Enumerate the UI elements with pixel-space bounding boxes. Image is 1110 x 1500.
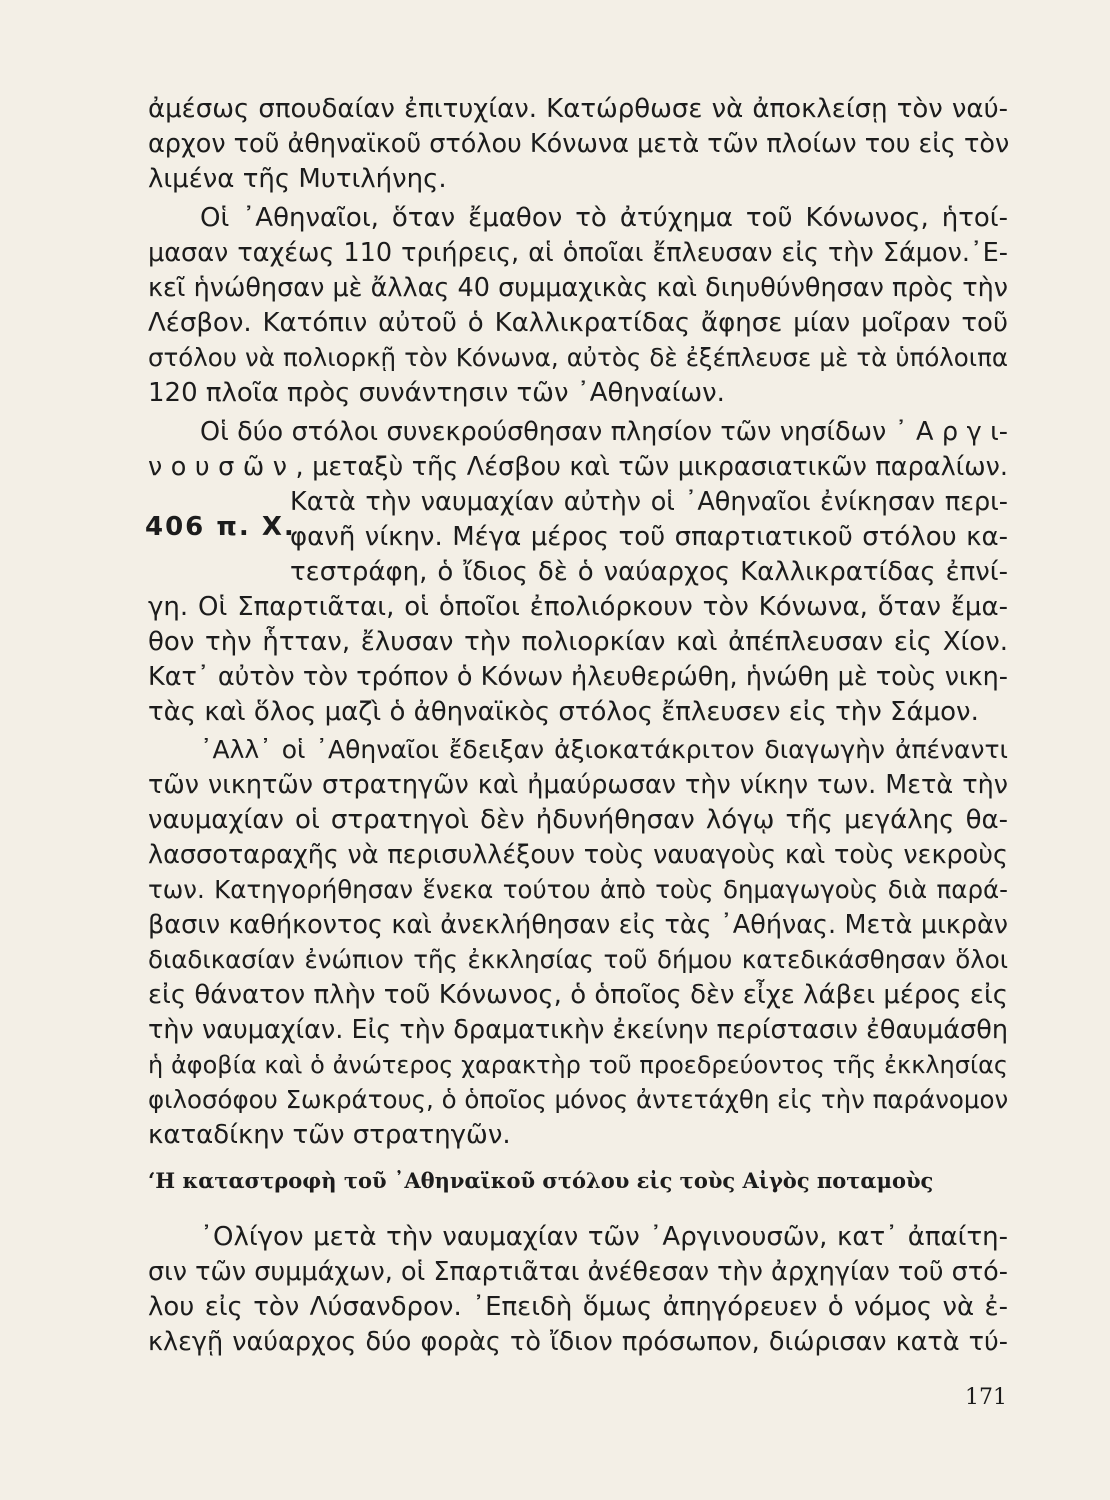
text-line: ᾿Ολίγον μετὰ τὴν ναυμαχίαν τῶν ᾿Αργινουσῶν, κατ᾿ ἀπαίτη- (200, 1222, 1008, 1252)
text-line: ᾿Αλλ᾿ οἱ ᾿Αθηναῖοι ἔδειξαν ἀξιοκατάκριτον διαγωγὴν ἀπέναντι (200, 735, 1008, 764)
text-line: ἀμέσως σπουδαίαν ἐπιτυχίαν. Κατώρθωσε νὰ ἀποκλείσῃ τὸν ναύ- (148, 94, 1008, 124)
text-line: ἡ ἀφοβία καὶ ὁ ἀνώτερος χαρακτὴρ τοῦ προεδρεύοντος τῆς ἐκκλησίας (148, 1051, 1008, 1079)
text-line: Λέσβον. Κατόπιν αὐτοῦ ὁ Καλλικρατίδας ἄφησε μίαν μοῖραν τοῦ (148, 308, 1008, 338)
text-line: μασαν ταχέως 110 τριήρεις, αἱ ὁποῖαι ἔπλευσαν εἰς τὴν Σάμον.᾿Ε- (148, 238, 1008, 268)
text-line: τὴν ναυμαχίαν. Εἰς τὴν δραματικὴν ἐκείνην περίστασιν ἐθαυμάσθη (148, 1015, 1008, 1045)
text-line: καταδίκην τῶν στρατηγῶν. (148, 1120, 511, 1150)
text-line: σιν τῶν συμμάχων, οἱ Σπαρτιᾶται ἀνέθεσαν τὴν ἀρχηγίαν τοῦ στό- (148, 1257, 1008, 1287)
text-line: λιμένα τῆς Μυτιλήνης. (148, 164, 447, 194)
text-line: ν ο υ σ ῶ ν , μεταξὺ τῆς Λέσβου καὶ τῶν μικρασιατικῶν παραλίων. (148, 452, 1008, 482)
text-line: ναυμαχίαν οἱ στρατηγοὶ δὲν ἠδυνήθησαν λόγῳ τῆς μεγάλης θα- (148, 805, 1008, 835)
text-line: θον τὴν ἧτταν, ἔλυσαν τὴν πολιορκίαν καὶ ἀπέπλευσαν εἰς Χίον. (148, 627, 1008, 657)
text-line: των. Κατηγορήθησαν ἕνεκα τούτου ἀπὸ τοὺς δημαγωγοὺς διὰ παρά- (148, 875, 1008, 904)
text-line: Κατ᾿ αὐτὸν τὸν τρόπον ὁ Κόνων ἠλευθερώθη, ἡνώθη μὲ τοὺς νικη- (148, 662, 1008, 692)
text-line: γη. Οἱ Σπαρτιᾶται, οἱ ὁποῖοι ἐπολιόρκουν τὸν Κόνωνα, ὅταν ἔμα- (148, 592, 1008, 622)
text-line: κεῖ ἡνώθησαν μὲ ἄλλας 40 συμμαχικὰς καὶ διηυθύνθησαν πρὸς τὴν (148, 273, 1008, 303)
text-line: τὰς καὶ ὅλος μαζὶ ὁ ἀθηναϊκὸς στόλος ἔπλευσεν εἰς τὴν Σάμον. (148, 697, 979, 727)
text-line: στόλου νὰ πολιορκῇ τὸν Κόνωνα, αὐτὸς δὲ ἐξέπλευσε μὲ τὰ ὑπόλοιπα (148, 343, 1008, 372)
section-heading: ʻΗ καταστροφὴ τοῦ ᾿Αθηναϊκοῦ στόλου εἰς τοὺς Αἰγὸς ποταμοὺς (148, 1168, 934, 1193)
margin-date-note: 406 π. Χ. (145, 512, 296, 542)
text-line: Οἱ ᾿Αθηναῖοι, ὅταν ἔμαθον τὸ ἀτύχημα τοῦ Κόνωνος, ἡτοί- (200, 203, 1008, 233)
text-line: τεστράφη, ὁ ἴδιος δὲ ὁ ναύαρχος Καλλικρατίδας ἐπνί- (290, 557, 1008, 587)
text-line: κλεγῇ ναύαρχος δύο φορὰς τὸ ἴδιον πρόσωπον, διώρισαν κατὰ τύ- (148, 1327, 1008, 1357)
text-line: εἰς θάνατον πλὴν τοῦ Κόνωνος, ὁ ὁποῖος δὲν εἶχε λάβει μέρος εἰς (148, 980, 1008, 1010)
text-line: 120 πλοῖα πρὸς συνάντησιν τῶν ᾿Αθηναίων. (148, 378, 725, 408)
text-line: Οἱ δύο στόλοι συνεκρούσθησαν πλησίον τῶν νησίδων ᾿ Α ρ γ ι- (200, 417, 1008, 447)
text-line: διαδικασίαν ἐνώπιον τῆς ἐκκλησίας τοῦ δήμου κατεδικάσθησαν ὅλοι (148, 945, 1008, 974)
text-line: Κατὰ τὴν ναυμαχίαν αὐτὴν οἱ ᾿Αθηναῖοι ἐνίκησαν περι- (290, 487, 1008, 517)
text-line: φιλοσόφου Σωκράτους, ὁ ὁποῖος μόνος ἀντετάχθη εἰς τὴν παράνομον (148, 1085, 1009, 1114)
text-line: αρχον τοῦ ἀθηναϊκοῦ στόλου Κόνωνα μετὰ τῶν πλοίων του εἰς τὸν (148, 129, 1010, 159)
text-line: βασιν καθήκοντος καὶ ἀνεκλήθησαν εἰς τὰς ᾿Αθήνας. Μετὰ μικρὰν (148, 910, 1008, 940)
text-line: φανῆ νίκην. Μέγα μέρος τοῦ σπαρτιατικοῦ στόλου κα- (290, 522, 1008, 552)
text-line: λου εἰς τὸν Λύσανδρον. ᾿Επειδὴ ὅμως ἀπηγόρευεν ὁ νόμος νὰ ἐ- (148, 1292, 1008, 1322)
text-line: λασσοταραχῆς νὰ περισυλλέξουν τοὺς ναυαγοὺς καὶ τοὺς νεκροὺς (148, 840, 1008, 870)
text-line: τῶν νικητῶν στρατηγῶν καὶ ἠμαύρωσαν τὴν νίκην των. Μετὰ τὴν (148, 770, 1008, 800)
page-number: 171 (965, 1385, 1007, 1410)
